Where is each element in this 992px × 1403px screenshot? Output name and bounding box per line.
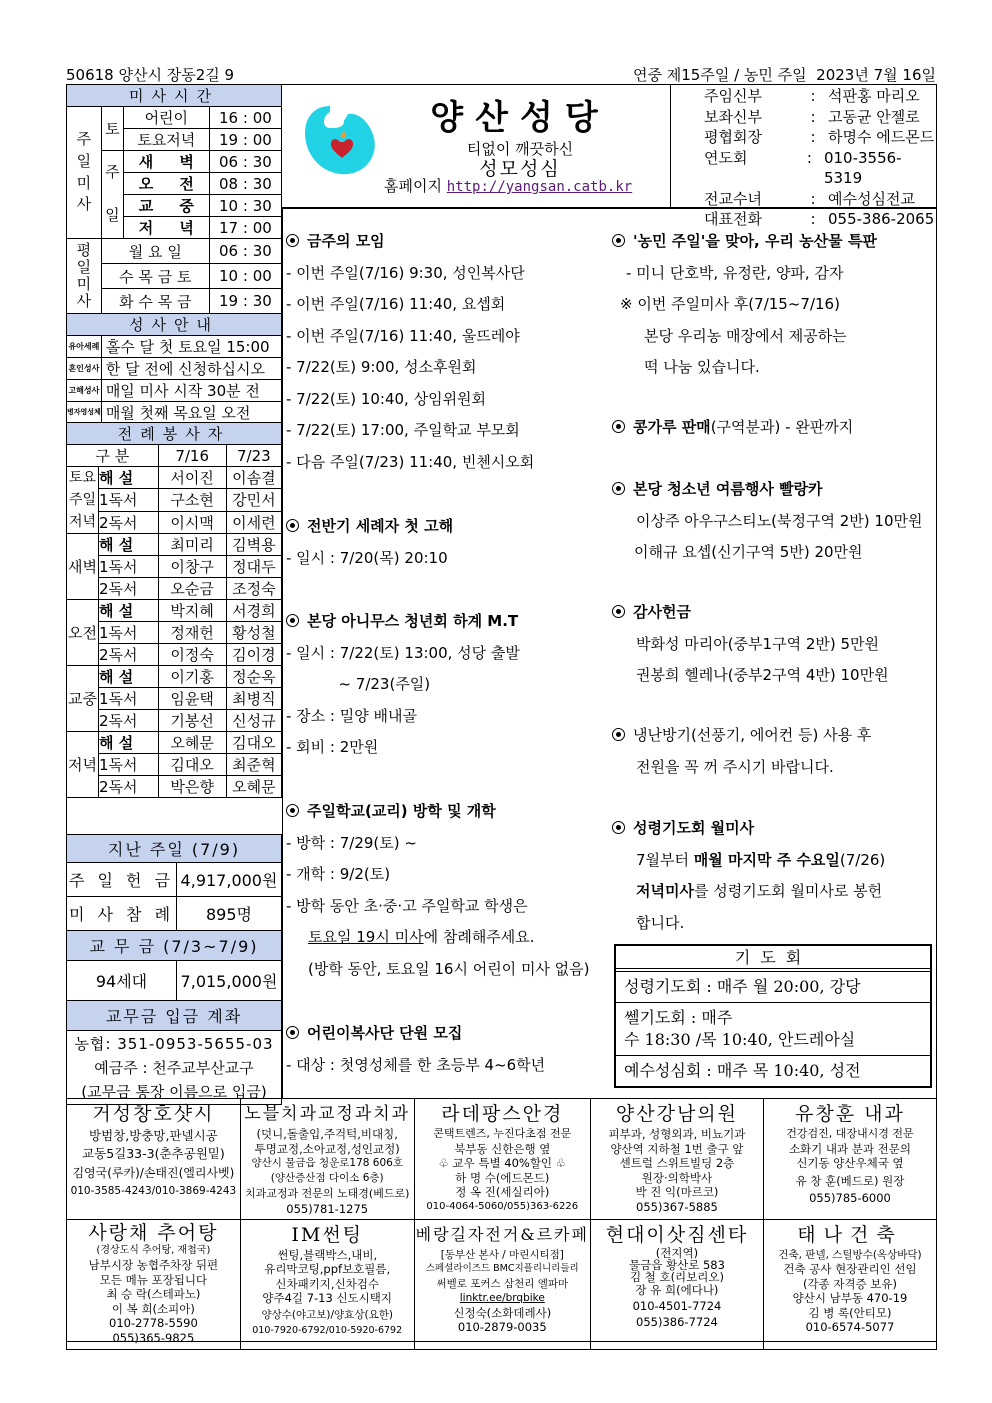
notice-aircon: 냉난방기(선풍기, 에어컨 등) 사용 후 전원을 꼭 꺼 주시기 바랍니다. <box>612 720 871 783</box>
server-name: 이시맥 <box>158 511 226 533</box>
divider <box>670 84 671 208</box>
server-name: 정순옥 <box>226 666 281 688</box>
bullet-icon <box>612 482 625 495</box>
mass-name: 월 요 일 <box>101 239 209 264</box>
notice-line: 박화성 마리아(중부1구역 2반) 5만원 <box>636 634 880 653</box>
homepage <box>384 175 632 196</box>
server-name: 정대두 <box>226 556 281 578</box>
role: 2독서 <box>99 644 159 666</box>
prayer-title: 기도회 <box>616 946 930 972</box>
bullet-icon <box>286 1026 299 1039</box>
server-name: 서이진 <box>158 467 226 489</box>
sunday-mass-label: 주 일 미 사 <box>67 107 102 239</box>
account-info <box>67 1031 282 1105</box>
mass-time: 08 : 30 <box>209 173 281 195</box>
notice-line: 합니다. <box>636 913 685 932</box>
notice-line: - 이번 주일(7/16) 9:30, 성인복사단 <box>286 263 525 282</box>
role: 2독서 <box>99 578 159 600</box>
ad-block: 베랑길자전거&르카페 [동부산 본사 / 마린시티점] 스페셜라이즈드 BMC지플리니리들리 써벨로 포커스 삼천리 엘파마 linktr.ee/brqbike 신정숙(소화데레사) 010-2879-0035 <box>414 1219 590 1349</box>
sacrament-label: 병자영성체 <box>67 402 102 424</box>
ad-link[interactable]: linktr.ee/brqbike <box>459 1292 545 1304</box>
mass-name: 어린이 <box>123 107 209 129</box>
notice-line: ~ 7/23(주일) <box>286 675 431 693</box>
server-name: 최준혁 <box>226 754 281 776</box>
server-name: 신성규 <box>226 710 281 732</box>
staff-row: 주임신부 : 석판홍 마리오 <box>704 87 920 105</box>
sacrament-text: 홀수 달 첫 토요일 15:00 <box>101 336 281 358</box>
server-name: 이정숙 <box>158 644 226 666</box>
last-week-title: 지난 주일 (7/9) <box>67 835 282 863</box>
top-line <box>66 64 936 84</box>
server-name: 오혜문 <box>226 776 281 798</box>
server-name: 임윤택 <box>158 688 226 710</box>
prayer-row: 쎌기도회 : 매주 수 18:30 /목 10:40, 안드레아실 <box>616 1003 930 1056</box>
servers-title: 전례봉사자 <box>67 423 282 445</box>
prayer-meetings-box <box>614 944 932 1088</box>
bullet-icon <box>286 234 299 247</box>
sacrament-text: 매일 미사 시작 30분 전 <box>101 380 281 402</box>
account-title: 교무금 입금 계좌 <box>67 1001 282 1031</box>
sacrament-label: 유아세례 <box>67 336 102 358</box>
bullet-icon <box>286 519 299 532</box>
divider <box>282 207 283 1098</box>
sacraments-title: 성사안내 <box>67 314 282 336</box>
group-label: 토요주일저녁 <box>67 467 99 534</box>
server-name: 기봉선 <box>158 710 226 732</box>
server-name: 구소현 <box>158 489 226 511</box>
bullet-icon <box>612 821 625 834</box>
mass-time: 16 : 00 <box>209 107 281 129</box>
role: 1독서 <box>99 556 159 578</box>
role: 1독서 <box>99 622 159 644</box>
church-name: 양산성당 <box>430 98 610 138</box>
group-label: 교중 <box>67 666 99 732</box>
notice-line: 전원을 꼭 꺼 주시기 바랍니다. <box>636 757 834 776</box>
mass-time: 06 : 30 <box>209 151 281 173</box>
mass-name: 교 중 <box>123 195 209 217</box>
ad-block: 라데팡스안경 콘택트렌즈, 누진다초점 전문 북부동 신한은행 옆 ♧ 교우 특별 40%할인 ♧ 하 명 수(에드몬드) 정 옥 진(세실리아) 010-4064-5060/055)363-6226 <box>414 1099 590 1220</box>
server-name: 최병직 <box>226 688 281 710</box>
church-subtitle: 티없이 깨끗하신 <box>466 140 574 158</box>
notice-youth-mt: 본당 아니무스 청년회 하계 M.T - 일시 : 7/22(토) 13:00, 성당 출발 ~ 7/23(주일) - 장소 : 밀양 배내골 - 회비 : 2만원 <box>286 606 520 764</box>
notice-line: - 다음 주일(7/23) 11:40, 빈첸시오회 <box>286 452 535 471</box>
server-name: 조정숙 <box>226 578 281 600</box>
server-name: 정재헌 <box>158 622 226 644</box>
account-holder: 예금주 : 천주교부산교구 <box>94 1058 254 1077</box>
notice-sunday-school: 주일학교(교리) 방학 및 개학 - 방학 : 7/29(토) ~ - 개학 : 9/2(토) - 방학 동안 초·중·고 주일학교 학생은 토요일 19시 미사에 참례해주세요. (방학 동안, 토요일 16시 어린이 미사 없음) <box>286 796 590 985</box>
notice-line: 이해규 요셉(신기구역 5반) 20만원 <box>634 543 863 561</box>
bullet-icon <box>286 804 299 817</box>
notice-spirit-prayer: 성령기도회 월미사 7월부터 매월 마지막 주 수요일(7/26) 저녁미사를 성령기도회 월미사로 봉헌 합니다. <box>612 813 885 939</box>
ad-block: 거성창호샷시 방범창,방충망,판넬시공 교동5길33-3(춘추공원밑) 김영국(루카)/손태진(엘리사벳) 010-3585-4243/010-3869-4243 <box>67 1099 241 1220</box>
ad-block: 사랑채 추어탕 (경상도식 추어탕, 재첩국) 남부시장 농협주차장 뒤편 모든 메뉴 포장됩니다 최 승 락(스테파노) 이 복 희(소피아) 010-2778-5590 055)365-9825 <box>67 1219 241 1349</box>
server-name: 서경희 <box>226 600 281 622</box>
mass-name: 수 목 금 토 <box>101 264 209 289</box>
church-patron: 성모성심 <box>479 158 561 180</box>
role: 해 설 <box>99 666 159 688</box>
notice-farmers-sunday: '농민 주일'을 맞아, 우리 농산물 특판 - 미니 단호박, 유정란, 양파, 감자 ※ 이번 주일미사 후(7/15~7/16) 본당 우리농 매장에서 제공하는 떡 나눔 있습니다. <box>612 226 877 384</box>
ad-block: 노블치과교정과치과 (덧니,돌출입,주걱턱,비대칭, 투명교정,소아교정,성인교정) 양산시 물금읍 청운로178 606호 (양산증산점 다이소 6층) 치과교정과 전문의 노태경(베드로) 055)781-1275 <box>240 1099 414 1220</box>
prayer-row: 예수성심회 : 매주 목 10:40, 성전 <box>624 1061 861 1080</box>
church-logo-icon <box>300 100 380 180</box>
server-name: 황성철 <box>226 622 281 644</box>
role: 해 설 <box>99 534 159 556</box>
mass-name: 새 벽 <box>123 151 209 173</box>
prayer-row: 성령기도회 : 매주 월 20:00, 강당 <box>616 972 930 1003</box>
mass-time: 19 : 30 <box>209 289 281 314</box>
staff-row: 대표전화 : 055-386-2065 <box>704 210 935 228</box>
role: 2독서 <box>99 776 159 798</box>
group-label: 새벽 <box>67 534 99 600</box>
mass-name: 오 전 <box>123 173 209 195</box>
role: 2독서 <box>99 511 159 533</box>
role: 2독서 <box>99 710 159 732</box>
notice-note: (방학 동안, 토요일 16시 어린이 미사 없음) <box>308 959 590 978</box>
dues-households: 94세대 <box>67 961 177 1001</box>
mass-time: 10 : 30 <box>209 195 281 217</box>
homepage-link[interactable]: http://yangsan.catb.kr <box>446 179 633 195</box>
role: 해 설 <box>99 732 159 754</box>
notice-line: 본당 우리농 매장에서 제공하는 <box>644 326 847 345</box>
bullet-icon <box>612 605 625 618</box>
dues-title: 교 무 금 (7/3~7/9) <box>67 931 282 961</box>
sacrament-label: 고해성사 <box>67 380 102 402</box>
notice-line: - 회비 : 2만원 <box>286 738 379 756</box>
mass-name: 화 수 목 금 <box>101 289 209 314</box>
bullet-icon <box>286 614 299 627</box>
account-number: 농협: 351-0953-5655-03 <box>74 1034 274 1053</box>
notice-line: - 미니 단호박, 유정란, 양파, 감자 <box>626 263 844 282</box>
dues-amount: 7,015,000원 <box>177 961 282 1001</box>
col-header: 구 분 <box>67 445 159 467</box>
homepage-label: 홈페이지 <box>384 177 442 195</box>
notice-line: - 일시 : 7/20(목) 20:10 <box>286 548 448 567</box>
mass-time: 10 : 00 <box>209 264 281 289</box>
underlined-text: 토요일 19시 미사 <box>308 928 424 946</box>
notice-line: - 대상 : 첫영성체를 한 초등부 4~6학년 <box>286 1055 546 1074</box>
mass-name: 저 녁 <box>123 217 209 239</box>
ads-grid <box>66 1098 937 1350</box>
notice-line: - 장소 : 밀양 배내골 <box>286 706 417 725</box>
notice-bean-powder: 콩가루 판매(구역분과) - 완판까지 <box>612 412 853 444</box>
notice-line: - 일시 : 7/22(토) 13:00, 성당 출발 <box>286 643 520 662</box>
notice-line: - 방학 : 7/29(토) ~ <box>286 833 417 852</box>
notice-line: - 7/22(토) 9:00, 성소후원회 <box>286 358 477 376</box>
ad-block: 태나건축 건축, 판넬, 스틸방수(옥상바닥) 건축 공사 현장관리인 선임 (각종 자격증 보유) 양산시 남부동 470-19 김 병 록(안티모) 010-6574-5077 <box>763 1219 936 1349</box>
notice-line: 권봉희 헬레나(중부2구역 4반) 10만원 <box>636 666 889 684</box>
role: 1독서 <box>99 754 159 776</box>
server-name: 이솜결 <box>226 467 281 489</box>
ad-block: 현대이삿짐센타 (전지역) 물금읍 황산로 583 김 철 호(리보리오) 장 유 희(에다나) 010-4501-7724 055)386-7724 <box>590 1219 763 1349</box>
notice-line: 떡 나눔 있습니다. <box>644 358 760 376</box>
notice-line: - 개학 : 9/2(토) <box>286 865 391 883</box>
mass-time: 19 : 00 <box>209 129 281 151</box>
notice-altar-servers: 어린이복사단 단원 모집 - 대상 : 첫영성체를 한 초등부 4~6학년 <box>286 1018 545 1081</box>
church-address: 50618 양산시 장동2길 9 <box>66 65 235 84</box>
sunday-label: 주 일 <box>101 151 123 239</box>
col-header: 7/23 <box>226 445 281 467</box>
liturgical-date: 연중 제15주일 / 농민 주일 2023년 7월 16일 <box>633 65 936 84</box>
account-note: (교무금 통장 이름으로 입금) <box>81 1082 267 1101</box>
notice-line: 이상주 아우구스티노(북정구역 2반) 10만원 <box>636 511 923 530</box>
role: 해 설 <box>99 467 159 489</box>
notice-meetings: 금주의 모임 - 이번 주일(7/16) 9:30, 성인복사단 - 이번 주일(7/16) 11:40, 요셉회 - 이번 주일(7/16) 11:40, 울뜨레야 - 7/22(토) 9:00, 성소후원회 - 7/22(토) 10:40, 상임위원회 - 7/22(토) 17:00, 주일학교 부모회 - 다음 주일(7/23) 11:40, 빈첸시오회 <box>286 226 534 478</box>
ad-block: 양산강남의원 피부과, 성형외과, 비뇨기과 양산역 지하철 1번 출구 앞 센트럴 스위트빌딩 2층 원장·의학박사 박 진 익(마르코) 055)367-5885 <box>590 1099 763 1220</box>
offering-value: 4,917,000원 <box>177 863 282 897</box>
notice-youth-offering: 본당 청소년 여름행사 빨랑카 이상주 아우구스티노(북정구역 2반) 10만원 이해규 요셉(신기구역 5반) 20만원 <box>612 474 922 569</box>
mass-times-table <box>66 84 282 424</box>
saturday-label: 토 <box>101 107 123 151</box>
col-header: 7/16 <box>158 445 226 467</box>
mass-times-title: 미사시간 <box>67 85 282 107</box>
server-name: 이세련 <box>226 511 281 533</box>
server-name: 오순금 <box>158 578 226 600</box>
staff-row: 평협회장 : 하명수 에드몬드 <box>704 128 935 146</box>
offering-label: 주 일 헌 금 <box>67 863 177 897</box>
attendance-label: 미 사 참 례 <box>67 897 177 931</box>
notice-line: - 7/22(토) 17:00, 주일학교 부모회 <box>286 421 520 439</box>
server-name: 이창구 <box>158 556 226 578</box>
ad-block: 유창훈 내과 건강검진, 대장내시경 전문 소화기 내과 분과 전문의 신기동 양산우체국 옆 유 창 훈(베드로) 원장 055)785-6000 <box>763 1099 936 1220</box>
server-name: 김대오 <box>226 732 281 754</box>
staff-row: 보좌신부 : 고동균 안젤로 <box>704 107 920 126</box>
ad-block: IM썬팅 썬팅,블랙박스,내비, 유리막코팅,ppf보호필름, 신차패키지,신차검수 양주4길 7-13 신도시택지 양상수(야고보)/양효상(요한) 010-7920-6792/010-5920-6792 <box>240 1219 414 1349</box>
notice-first-confession: 전반기 세례자 첫 고해 - 일시 : 7/20(목) 20:10 <box>286 511 453 574</box>
server-name: 이기홍 <box>158 666 226 688</box>
bullet-icon <box>612 728 625 741</box>
servers-table <box>66 422 282 798</box>
last-week-table <box>66 834 282 1105</box>
weekday-mass-label: 평 일 미 사 <box>67 239 102 314</box>
sacrament-label: 혼인성사 <box>67 358 102 380</box>
mass-time: 17 : 00 <box>209 217 281 239</box>
mass-time: 06 : 30 <box>209 239 281 264</box>
role: 1독서 <box>99 688 159 710</box>
mass-name: 토요저녁 <box>123 129 209 151</box>
header-bottom-rule <box>282 207 937 209</box>
role: 1독서 <box>99 489 159 511</box>
notice-line: - 이번 주일(7/16) 11:40, 요셉회 <box>286 295 506 313</box>
server-name: 김대오 <box>158 754 226 776</box>
notice-line: - 이번 주일(7/16) 11:40, 울뜨레야 <box>286 326 520 345</box>
sacrament-text: 한 달 전에 신청하십시오 <box>101 358 281 380</box>
sacrament-text: 매월 첫째 목요일 오전 <box>101 402 281 424</box>
notice-line: - 방학 동안 초·중·고 주일학교 학생은 <box>286 896 528 915</box>
server-name: 김벽용 <box>226 534 281 556</box>
staff-row: 연도회 : 010-3556-5319 <box>704 148 902 187</box>
server-name: 박은향 <box>158 776 226 798</box>
bullet-icon <box>612 234 625 247</box>
notice-thanks-offering: 감사헌금 박화성 마리아(중부1구역 2반) 5만원 권봉희 헬레나(중부2구역 4반) 10만원 <box>612 597 889 692</box>
role: 해 설 <box>99 600 159 622</box>
staff-row: 전교수녀 : 예수성심전교 <box>704 189 915 208</box>
server-name: 오혜문 <box>158 732 226 754</box>
group-label: 저녁 <box>67 732 99 798</box>
bullet-icon <box>612 420 625 433</box>
notice-line: - 7/22(토) 10:40, 상임위원회 <box>286 389 487 408</box>
notice-line: ※ 이번 주일미사 후(7/15~7/16) <box>620 295 840 313</box>
server-name: 최미리 <box>158 534 226 556</box>
attendance-value: 895명 <box>177 897 282 931</box>
group-label: 오전 <box>67 600 99 666</box>
server-name: 박지혜 <box>158 600 226 622</box>
server-name: 김이경 <box>226 644 281 666</box>
server-name: 강민서 <box>226 489 281 511</box>
